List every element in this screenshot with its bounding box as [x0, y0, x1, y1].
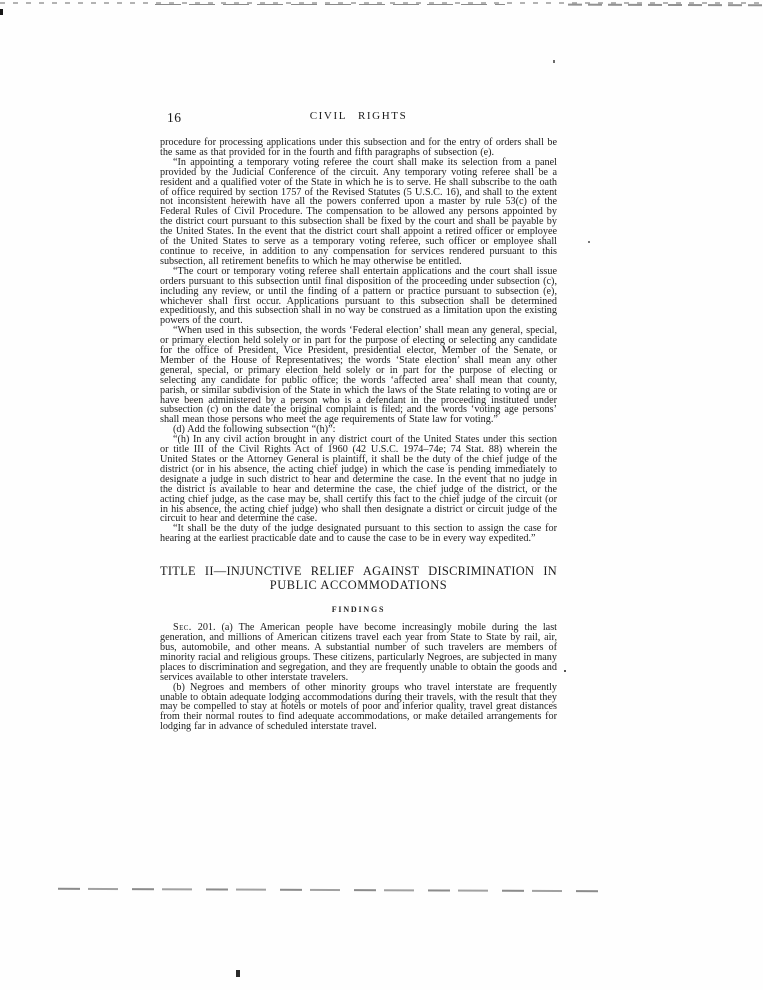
scan-noise-top-dash-line: [155, 4, 505, 5]
scan-noise-bottom-mark: [236, 970, 240, 977]
page-number: 16: [167, 110, 182, 125]
body-paragraph: procedure for processing applications under this subsection and for the entry of orders shall be the same as that provided for in the fourth and fifth paragraphs of subsection (e).: [160, 137, 557, 158]
findings-heading: FINDINGS: [331, 605, 386, 615]
text-column: [160, 110, 557, 732]
scan-noise-speck: [553, 60, 555, 63]
body-paragraph: (d) Add the following subsection “(h)”:: [173, 424, 336, 436]
findings-paragraph-text: (b) Negroes and members of other minority groups who travel interstate are frequently unable to obtain adequate lodging accommodations during their travels, with the result that they may be compelled to stay at hotels or motels of poor and inferior quality, travel great distances from their normal routes to find adequate accommodations, or make detailed arrangements for lodging far in advance of scheduled interstate travel.: [160, 681, 557, 733]
body-paragraph: “In appointing a temporary voting referee the court shall make its selection from a panel provided by the Judicial Conference of the circuit. Any temporary voting referee shall be a resident and a qualified voter of the State in which he is to serve. He shall subscribe to the oath of office required by section 1757 of the Revised Statutes (5 U.S.C. 16), and shall to the extent not inconsistent herewith have all the powers conferred upon a master by rule 53(c) of the Federal Rules of Civil Procedure. The compensation to be allowed any persons appointed by the district court pursuant to this subsection shall be fixed by the court and shall be payable by the United States. In the event that the district court shall appoint a retired officer or employee of the United States to serve as a temporary voting referee, such officer or employee shall continue to receive, in addition to any compensation for services rendered pursuant to this subsection, all retirement benefits to which he may otherwise be entitled.: [160, 156, 557, 267]
running-head: CIVIL RIGHTS: [309, 110, 408, 122]
body-paragraph: “The court or temporary voting referee shall entertain applications and the court shall issue orders pursuant to this subsection until final disposition of the proceeding under subsection (c), including any review, or until the finding of a pattern or practice pursuant to subsection (e), whichever shall first occur. Applications pursuant to this subsection shall be determined expeditiously, and this subsection shall in no way be construed as a limitation upon the existing powers of the court.: [160, 265, 557, 327]
scan-noise-fold-line: [58, 888, 603, 892]
body-paragraph: “When used in this subsection, the words ‘Federal election’ shall mean any general, special, or primary election held solely or in part for the purpose of electing or selecting any candidate for the office of President, Vice President, presidential elector, Member of the Senate, or Member of the House of Representatives; the words ‘State election’ shall mean any other general, special, or primary election held solely or in part for the purpose of electing or selecting any candidate for public office; the words ‘affected area’ shall mean that county, parish, or similar subdivision of the State in which the laws of the State relating to voting are or have been administered by a person who is a defendant in the proceeding instituted under subsection (c) on the date the original complaint is filed; and the words ‘voting age persons’ shall mean those persons who meet the age requirements of State law for voting.”: [160, 325, 557, 426]
section-number-prefix: Sec.: [173, 622, 192, 634]
title-ii-heading: [160, 564, 557, 592]
scan-noise-speck: [564, 670, 566, 672]
scan-noise-left-edge-tick: [0, 9, 3, 15]
body-paragraph: “It shall be the duty of the judge designated pursuant to this section to assign the case for hearing at the earliest practicable date and to cause the case to be in every way expedited.”: [160, 523, 557, 545]
scan-noise-top-scratch: [568, 4, 763, 7]
findings-text: [160, 623, 557, 732]
scan-noise-speck: [588, 241, 590, 243]
body-paragraph: “(h) In any civil action brought in any district court of the United States under this section or title III of the Civil Rights Act of 1960 (42 U.S.C. 1974–74e; 74 Stat. 88) wherein the United States or the Attorney General is plaintiff, it shall be the duty of the chief judge of the district (or in his absence, the acting chief judge) in which the case is pending immediately to designate a judge in such district to hear and determine the case. In the event that no judge in the district is available to hear and determine the case, the chief judge of the district, or the acting chief judge, as the case may be, shall certify this fact to the chief judge of the circuit (or in his absence, the acting chief judge) who shall then designate a district or circuit judge of the circuit to hear and determine the case.: [160, 434, 557, 525]
title-ii-heading-line1: TITLE II—INJUNCTIVE RELIEF AGAINST DISCRIMINATION IN: [160, 564, 557, 579]
title-ii-heading-line2: PUBLIC ACCOMMODATIONS: [269, 578, 448, 593]
findings-paragraph: [160, 683, 557, 733]
body-text: [160, 138, 557, 544]
findings-paragraph-text: 201. (a) The American people have become increasingly mobile during the last generation, and millions of American citizens travel each year from State to State by rail, air, bus, automobile, and other means. A substantial number of such travelers are members of minority racial and religious groups. These citizens, particularly Negroes, are subjected in many places to discrimination and segregation, and they are frequently unable to obtain the goods and services available to other interstate travelers.: [160, 622, 557, 683]
page-header: [160, 110, 557, 125]
findings-paragraph: [160, 623, 557, 682]
